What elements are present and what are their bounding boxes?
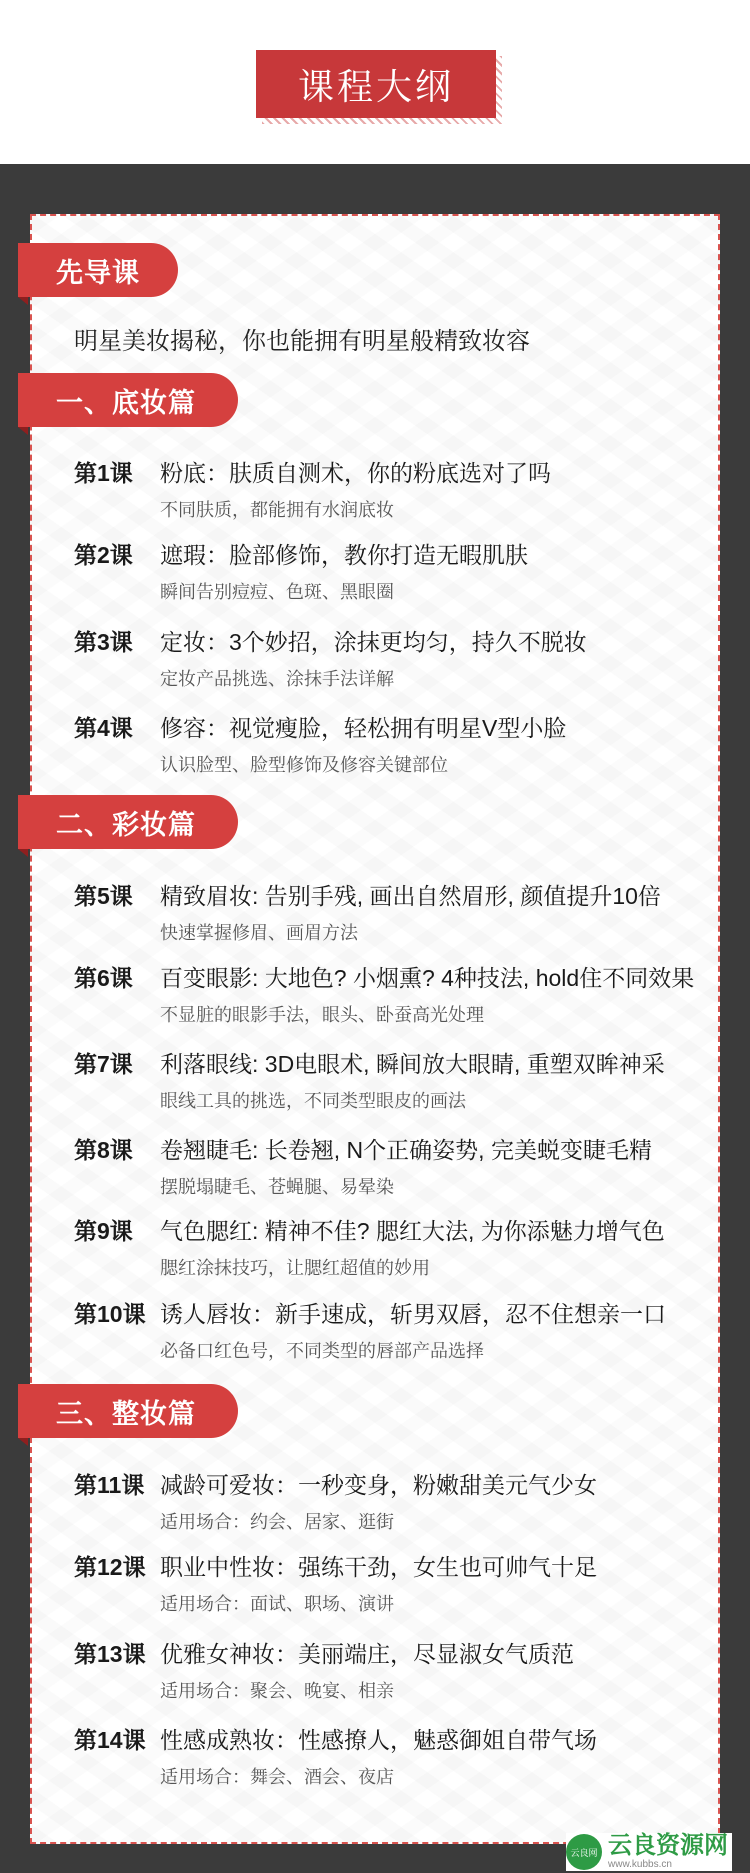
lesson-number: 第5课 xyxy=(74,883,133,909)
lesson-title: 定妆：3个妙招，涂抹更均匀，持久不脱妆 xyxy=(160,629,587,655)
lesson-number: 第11课 xyxy=(74,1472,145,1498)
lesson-number: 第1课 xyxy=(74,460,133,486)
lesson-number: 第4课 xyxy=(74,715,133,741)
lesson-item xyxy=(74,1467,714,1534)
lesson-title: 精致眉妆: 告别手残, 画出自然眉形, 颜值提升10倍 xyxy=(160,883,661,909)
lesson-number: 第9课 xyxy=(74,1218,133,1244)
lesson-title: 利落眼线: 3D电眼术, 瞬间放大眼睛, 重塑双眸神采 xyxy=(160,1051,665,1077)
lesson-title: 性感成熟妆：性感撩人，魅惑御姐自带气场 xyxy=(160,1727,597,1753)
lesson-title: 粉底：肤质自测术，你的粉底选对了吗 xyxy=(160,460,551,486)
lesson-item xyxy=(74,1213,714,1280)
lesson-subtitle: 不同肤质，都能拥有水润底妆 xyxy=(160,500,394,520)
lesson-item xyxy=(74,1549,714,1616)
lesson-subtitle: 定妆产品挑选、涂抹手法详解 xyxy=(160,669,394,689)
lesson-number: 第7课 xyxy=(74,1051,133,1077)
header-area xyxy=(0,0,750,164)
lesson-number: 第3课 xyxy=(74,629,133,655)
watermark-text xyxy=(608,1834,728,1870)
lesson-item xyxy=(74,455,714,522)
lesson-item xyxy=(74,710,714,777)
lesson-number: 第12课 xyxy=(74,1554,146,1580)
lesson-item xyxy=(74,878,714,945)
section-tag-full: 三、整妆篇 xyxy=(18,1384,238,1438)
lesson-title: 百变眼影: 大地色? 小烟熏? 4种技法, hold住不同效果 xyxy=(160,965,695,991)
watermark-logo-icon: 云良网 xyxy=(566,1834,602,1870)
lesson-item xyxy=(74,1046,714,1113)
lesson-number: 第10课 xyxy=(74,1301,146,1327)
lesson-item xyxy=(74,960,714,1027)
lesson-title: 修容：视觉瘦脸，轻松拥有明星V型小脸 xyxy=(160,715,567,741)
section-tag-base: 一、底妆篇 xyxy=(18,373,238,427)
lesson-item xyxy=(74,1132,714,1199)
lesson-item xyxy=(74,1636,714,1703)
lesson-title: 卷翘睫毛: 长卷翘, N个正确姿势, 完美蜕变睫毛精 xyxy=(160,1137,652,1163)
lesson-subtitle: 适用场合：聚会、晚宴、相亲 xyxy=(160,1681,394,1701)
lesson-item xyxy=(74,1296,714,1363)
section-tag-color: 二、彩妆篇 xyxy=(18,795,238,849)
page-title: 课程大纲 xyxy=(256,50,496,118)
lesson-number: 第14课 xyxy=(74,1727,146,1753)
lesson-subtitle: 适用场合：面试、职场、演讲 xyxy=(160,1594,394,1614)
lesson-item xyxy=(74,624,714,691)
lesson-subtitle: 适用场合：舞会、酒会、夜店 xyxy=(160,1767,394,1787)
intro-text: 明星美妆揭秘，你也能拥有明星般精致妆容 xyxy=(74,328,530,355)
lesson-title: 遮瑕：脸部修饰，教你打造无暇肌肤 xyxy=(160,542,528,568)
lesson-number: 第8课 xyxy=(74,1137,133,1163)
section-tag-intro: 先导课 xyxy=(18,243,178,297)
lesson-item xyxy=(74,537,714,604)
lesson-number: 第13课 xyxy=(74,1641,146,1667)
lesson-subtitle: 瞬间告别痘痘、色斑、黑眼圈 xyxy=(160,582,394,602)
lesson-item xyxy=(74,1722,714,1789)
lesson-subtitle: 快速掌握修眉、画眉方法 xyxy=(160,923,358,943)
watermark-url: www.kubbs.cn xyxy=(608,1859,672,1870)
lesson-subtitle: 适用场合：约会、居家、逛街 xyxy=(160,1512,394,1532)
lesson-subtitle: 摆脱塌睫毛、苍蝇腿、易晕染 xyxy=(160,1177,394,1197)
lesson-title: 减龄可爱妆：一秒变身，粉嫩甜美元气少女 xyxy=(160,1472,597,1498)
lesson-number: 第6课 xyxy=(74,965,133,991)
lesson-subtitle: 眼线工具的挑选，不同类型眼皮的画法 xyxy=(160,1091,466,1111)
watermark-name: 云良资源网 xyxy=(608,1832,728,1859)
lesson-title: 优雅女神妆：美丽端庄，尽显淑女气质范 xyxy=(160,1641,574,1667)
lesson-subtitle: 不显脏的眼影手法，眼头、卧蚕高光处理 xyxy=(160,1005,484,1025)
lesson-subtitle: 腮红涂抹技巧，让腮红超值的妙用 xyxy=(160,1258,430,1278)
site-watermark xyxy=(566,1833,732,1871)
lesson-title: 诱人唇妆：新手速成，斩男双唇，忍不住想亲一口 xyxy=(160,1301,666,1327)
lesson-subtitle: 认识脸型、脸型修饰及修容关键部位 xyxy=(160,755,448,775)
lesson-subtitle: 必备口红色号，不同类型的唇部产品选择 xyxy=(160,1341,484,1361)
lesson-title: 气色腮红: 精神不佳? 腮红大法, 为你添魅力增气色 xyxy=(160,1218,665,1244)
lesson-title: 职业中性妆：强练干劲，女生也可帅气十足 xyxy=(160,1554,597,1580)
lesson-number: 第2课 xyxy=(74,542,133,568)
